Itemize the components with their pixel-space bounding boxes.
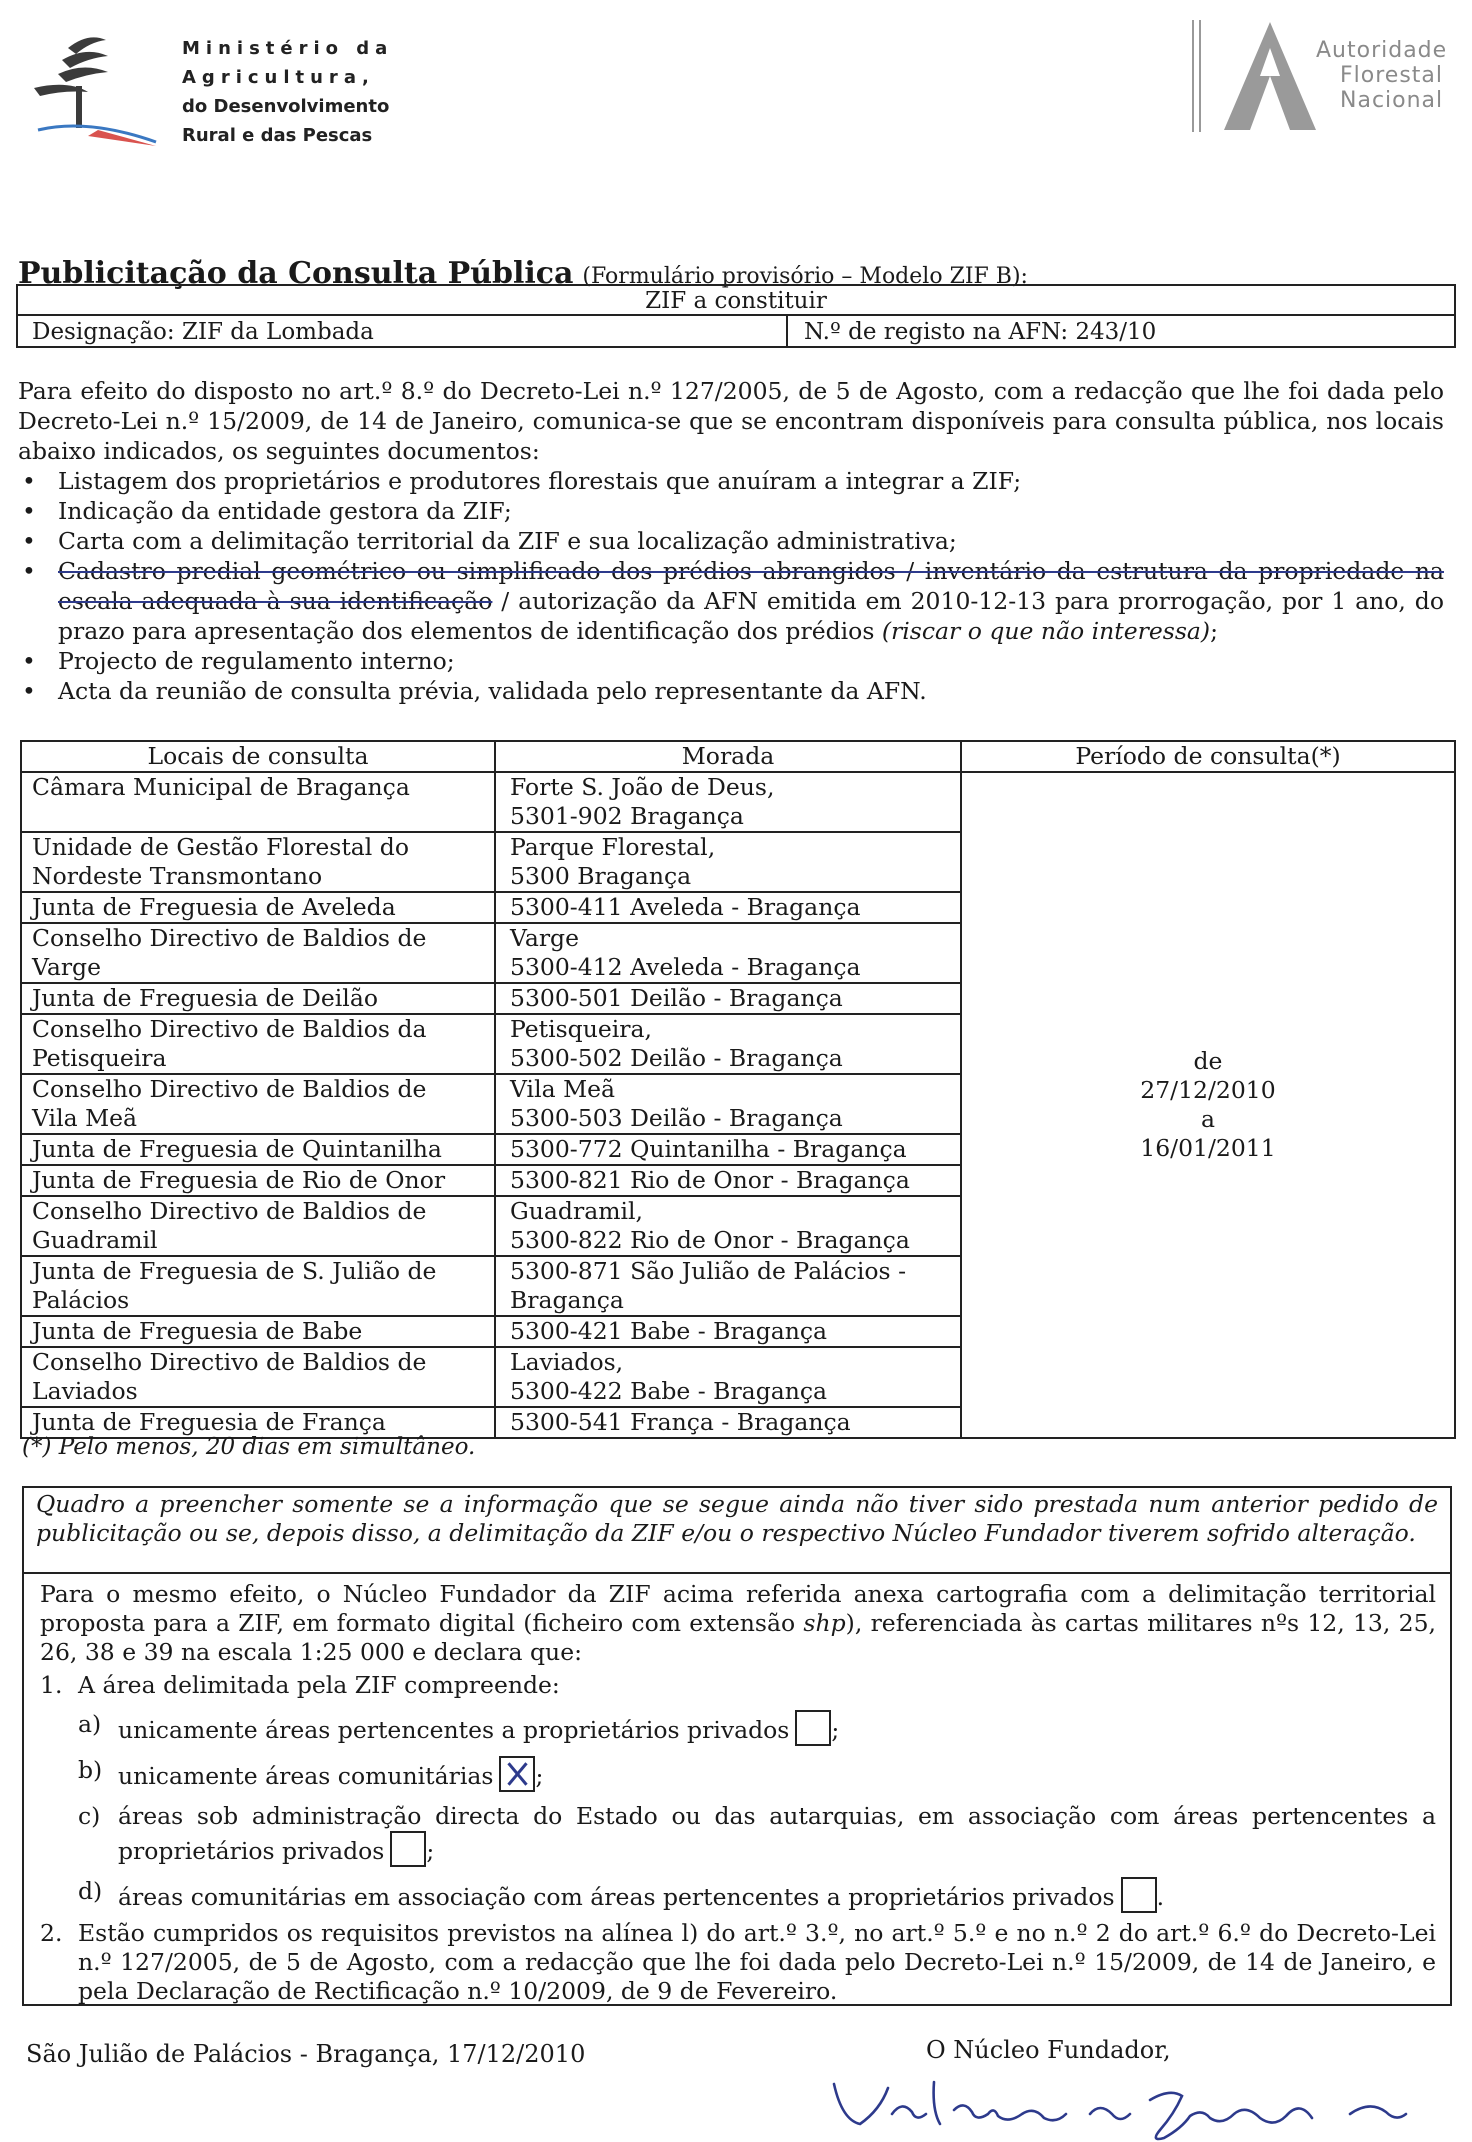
periodo-a: a — [1200, 1105, 1215, 1133]
consultation-table — [20, 740, 1456, 1439]
handwritten-signature — [830, 2070, 1410, 2142]
option-b: b) unicamente áreas comunitárias ; — [78, 1756, 544, 1790]
cell-local: Conselho Directivo de Baldios da Petisqueira — [21, 1014, 495, 1074]
zif-registration: N.º de registo na AFN: 243/10 — [804, 319, 1157, 345]
cell-morada: Petisqueira, 5300-502 Deilão - Bragança — [495, 1014, 961, 1074]
afn-divider — [1192, 20, 1201, 132]
declaration-item-1: 1. A área delimitada pela ZIF compreende: — [40, 1671, 560, 1699]
ministry-logo — [28, 30, 158, 150]
cell-local: Conselho Directivo de Baldios de Varge — [21, 923, 495, 983]
ministry-line2: Agricultura, — [182, 67, 375, 88]
cell-morada: 5300-501 Deilão - Bragança — [495, 983, 961, 1014]
checkbox-c[interactable] — [390, 1831, 426, 1867]
table-row — [21, 772, 1455, 832]
cell-morada: Guadramil, 5300-822 Rio de Onor - Bragança — [495, 1196, 961, 1256]
option-c: c) áreas sob administração directa do Estado ou das autarquias, em associação com áreas pertencentes a proprietários privados ; — [78, 1802, 1436, 1865]
option-d: d) áreas comunitárias em associação com áreas pertencentes a proprietários privados . — [78, 1877, 1165, 1911]
cell-morada: 5300-421 Babe - Bragança — [495, 1316, 961, 1347]
list-item: • Cadastro predial geométrico ou simplificado dos prédios abrangidos / inventário da estrutura da propriedade na escala adequada à sua identificação / autorização da AFN emitida em 2010-12-13 para prorrogação, por 1 ano, do prazo para apresentação dos elementos de identificação dos prédios (riscar o que não interessa); — [22, 557, 1444, 645]
header-periodo: Período de consulta(*) — [961, 741, 1455, 772]
declaration-note: Quadro a preencher somente se a informação que se segue ainda não tiver sido prestada num anterior pedido de publicitação ou se, depois disso, a delimitação da ZIF e/ou o respectivo Núcleo Fundador tiverem sofrido alteração. — [24, 1488, 1450, 1574]
periodo-de: de — [1193, 1047, 1223, 1075]
afn-line1: Autoridade — [1316, 38, 1448, 63]
list-item: • Acta da reunião de consulta prévia, validada pelo representante da AFN. — [22, 677, 927, 705]
declaration-item-2: 2. Estão cumpridos os requisitos previstos na alínea l) do art.º 3.º, no art.º 5.º e no n.º 2 do art.º 6.º do Decreto-Lei n.º 127/2005, de 5 de Agosto, com a redacção que lhe foi dada pelo Decreto-Lei n.º 15/2009, de 14 de Janeiro, e pela Declaração de Rectificação n.º 10/2009, de 9 de Fevereiro. — [40, 1919, 1436, 2005]
cell-local: Junta de Freguesia de Rio de Onor — [21, 1165, 495, 1196]
ministry-line1: Ministério da — [182, 38, 394, 59]
option-a: a) unicamente áreas pertencentes a proprietários privados ; — [78, 1710, 840, 1744]
zif-status: ZIF a constituir — [18, 286, 1454, 316]
cell-morada: 5300-821 Rio de Onor - Bragança — [495, 1165, 961, 1196]
cell-morada: Parque Florestal, 5300 Bragança — [495, 832, 961, 892]
ministry-line3: do Desenvolvimento — [182, 96, 390, 117]
ministry-name — [182, 34, 393, 150]
cell-local: Conselho Directivo de Baldios de Vila Meã — [21, 1074, 495, 1134]
afn-line3: Nacional — [1340, 88, 1444, 113]
cell-local: Junta de Freguesia de Aveleda — [21, 892, 495, 923]
cell-morada: 5300-871 São Julião de Palácios - Bragança — [495, 1256, 961, 1316]
checkbox-b[interactable] — [499, 1756, 535, 1792]
cell-morada: 5300-411 Aveleda - Bragança — [495, 892, 961, 923]
checkbox-d[interactable] — [1121, 1877, 1157, 1913]
declaration-paragraph: Para o mesmo efeito, o Núcleo Fundador da ZIF acima referida anexa cartografia com a delimitação territorial proposta para a ZIF, em formato digital (ficheiro com extensão shp), referenciada às cartas militares nºs 12, 13, 25, 26, 38 e 39 na escala 1:25 000 e declara que: — [40, 1580, 1436, 1666]
title-main: Publicitação da Consulta Pública — [18, 256, 574, 291]
struck-text: Cadastro predial geométrico ou simplificado dos prédios abrangidos / inventário da estrutura da propriedade na escala adequada à sua identificação — [58, 557, 1444, 615]
document-list — [18, 466, 1444, 706]
place-date: São Julião de Palácios - Bragança, 17/12/2010 — [26, 2040, 586, 2068]
list-item: • Indicação da entidade gestora da ZIF; — [22, 497, 512, 525]
cell-local: Conselho Directivo de Baldios de Guadramil — [21, 1196, 495, 1256]
intro-paragraph: Para efeito do disposto no art.º 8.º do Decreto-Lei n.º 127/2005, de 5 de Agosto, com a redacção que lhe foi dada pelo Decreto-Lei n.º 15/2009, de 14 de Janeiro, comunica-se que se encontram disponíveis para consulta pública, nos locais abaixo indicados, os seguintes documentos: — [18, 377, 1444, 465]
cell-local: Conselho Directivo de Baldios de Laviados — [21, 1347, 495, 1407]
afn-name — [1316, 38, 1447, 113]
cell-local: Junta de Freguesia de França — [21, 1407, 495, 1438]
checkbox-a[interactable] — [795, 1710, 831, 1746]
intro-section — [18, 376, 1444, 706]
afn-logo — [1220, 18, 1320, 133]
cell-morada: Varge 5300-412 Aveleda - Bragança — [495, 923, 961, 983]
cell-morada: 5300-541 França - Bragança — [495, 1407, 961, 1438]
nucleo-fundador-label: O Núcleo Fundador, — [926, 2036, 1171, 2064]
zif-designation: Designação: ZIF da Lombada — [18, 316, 788, 346]
list-item: • Projecto de regulamento interno; — [22, 647, 455, 675]
table-header-row — [21, 741, 1455, 772]
cell-morada: Vila Meã 5300-503 Deilão - Bragança — [495, 1074, 961, 1134]
cell-periodo — [961, 772, 1455, 1438]
cell-local: Junta de Freguesia de Deilão — [21, 983, 495, 1014]
cell-local: Junta de Freguesia de S. Julião de Palácios — [21, 1256, 495, 1316]
header-morada: Morada — [495, 741, 961, 772]
cell-morada: Forte S. João de Deus, 5301-902 Bragança — [495, 772, 961, 832]
afn-line2: Florestal — [1340, 63, 1444, 88]
cell-local: Unidade de Gestão Florestal do Nordeste Transmontano — [21, 832, 495, 892]
declaration-body — [40, 1580, 1436, 2006]
title-sub: (Formulário provisório – Modelo ZIF B): — [582, 264, 1028, 289]
list-item: • Carta com a delimitação territorial da ZIF e sua localização administrativa; — [22, 527, 957, 555]
header-locais: Locais de consulta — [21, 741, 495, 772]
zif-header-box — [16, 284, 1456, 348]
periodo-start: 27/12/2010 — [1140, 1076, 1276, 1104]
ministry-line4: Rural e das Pescas — [182, 125, 373, 146]
cell-local: Junta de Freguesia de Quintanilha — [21, 1134, 495, 1165]
periodo-end: 16/01/2011 — [1140, 1134, 1276, 1162]
cell-morada: 5300-772 Quintanilha - Bragança — [495, 1134, 961, 1165]
cell-local: Câmara Municipal de Bragança — [21, 772, 495, 832]
cell-local: Junta de Freguesia de Babe — [21, 1316, 495, 1347]
list-item: • Listagem dos proprietários e produtores florestais que anuíram a integrar a ZIF; — [22, 467, 1022, 495]
declaration-box — [22, 1486, 1452, 2006]
cell-morada: Laviados, 5300-422 Babe - Bragança — [495, 1347, 961, 1407]
footnote: (*) Pelo menos, 20 dias em simultâneo. — [22, 1434, 476, 1460]
